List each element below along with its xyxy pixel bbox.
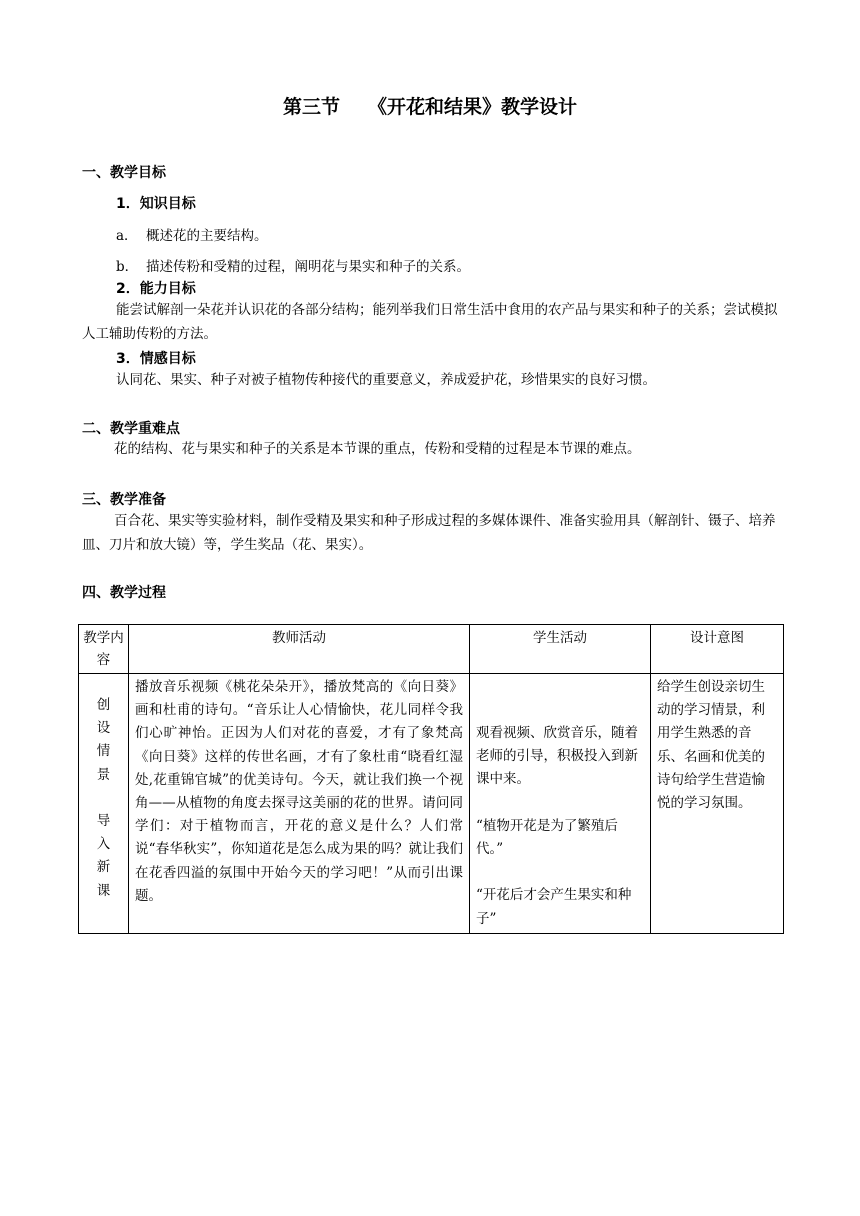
heading-teaching-goals: 一、教学目标: [82, 165, 166, 181]
item-label: b．: [116, 259, 139, 275]
knowledge-item-a: [116, 224, 268, 244]
item-label: a．: [116, 228, 138, 244]
content-char: 新: [96, 859, 111, 876]
student-activity-item: 观看视频、欣赏音乐，随着老师的引导，积极投入到新课中来。: [476, 725, 638, 788]
header-design: 设计意图: [651, 625, 784, 674]
header-content: 教学内容: [79, 625, 129, 674]
heading-key-points: 二、教学重难点: [82, 421, 180, 437]
student-activity-item: “开花后才会产生果实和种子”: [476, 887, 632, 927]
cell-content: [79, 674, 129, 934]
cell-design-intent: 给学生创设亲切生动的学习情景，利用学生熟悉的音乐、名画和优美的诗句给学生营造愉悦的学习氛围。: [651, 674, 784, 934]
content-char: 课: [96, 882, 111, 899]
item-text: 概述花的主要结构。: [146, 228, 268, 244]
content-char: 设: [96, 720, 111, 737]
table-header-row: [79, 625, 784, 674]
document-title: [0, 92, 860, 119]
content-char: 入: [96, 836, 111, 853]
ability-goals-text: 能尝试解剖一朵花并认识花的各部分结构；能列举我们日常生活中食用的农产品与果实和种子的关系；尝试模拟人工辅助传粉的方法。: [82, 302, 778, 342]
title-main: 《开花和结果》教学设计: [368, 96, 578, 118]
preparation-text: 百合花、果实等实验材料，制作受精及果实和种子形成过程的多媒体课件、准备实验用具（解剖针、镊子、培养皿、刀片和放大镜）等，学生奖品（花、果实）。: [82, 513, 776, 553]
content-char: 情: [96, 743, 111, 760]
heading-ability-goals: 2．能力目标: [116, 281, 196, 297]
header-student: 学生活动: [470, 625, 651, 674]
heading-preparation: 三、教学准备: [82, 492, 166, 508]
cell-student-activity: [470, 674, 651, 934]
title-section: 第三节: [282, 96, 340, 118]
heading-teaching-process: 四、教学过程: [82, 585, 166, 601]
heading-emotion-goals: 3．情感目标: [116, 351, 196, 367]
heading-knowledge-goals: 1．知识目标: [116, 196, 196, 212]
table-row: [79, 674, 784, 934]
student-activity-item: “植物开花是为了繁殖后代。”: [476, 817, 618, 857]
header-teacher: 教师活动: [129, 625, 470, 674]
item-text: 描述传粉和受精的过程，阐明花与果实和种子的关系。: [146, 259, 470, 275]
teaching-process-table: [78, 624, 784, 934]
emotion-goals-text: 认同花、果实、种子对被子植物传种接代的重要意义，养成爱护花，珍惜果实的良好习惯。: [116, 372, 656, 388]
content-char: 创: [96, 697, 111, 713]
knowledge-item-b: [116, 255, 470, 275]
key-points-text: 花的结构、花与果实和种子的关系是本节课的重点，传粉和受精的过程是本节课的难点。: [114, 441, 641, 457]
content-char: 景: [96, 766, 111, 783]
cell-teacher-activity: 播放音乐视频《桃花朵朵开》，播放梵高的《向日葵》画和杜甫的诗句。“音乐让人心情愉快，花儿同样令我们心旷神怡。正因为人们对花的喜爱，才有了象梵高《向日葵》这样的传世名画，才有了象杜甫“晓看红湿处,花重锦官城”的优美诗句。今天，就让我们换一个视角——从植物的角度去探寻这美丽的花的世界。请问同学们：对于植物而言，开花的意义是什么？人们常说“春华秋实”，你知道花是怎么成为果的吗？就让我们在花香四溢的氛围中开始今天的学习吧！”从而引出课题。: [129, 674, 470, 934]
content-char: 导: [96, 813, 111, 829]
